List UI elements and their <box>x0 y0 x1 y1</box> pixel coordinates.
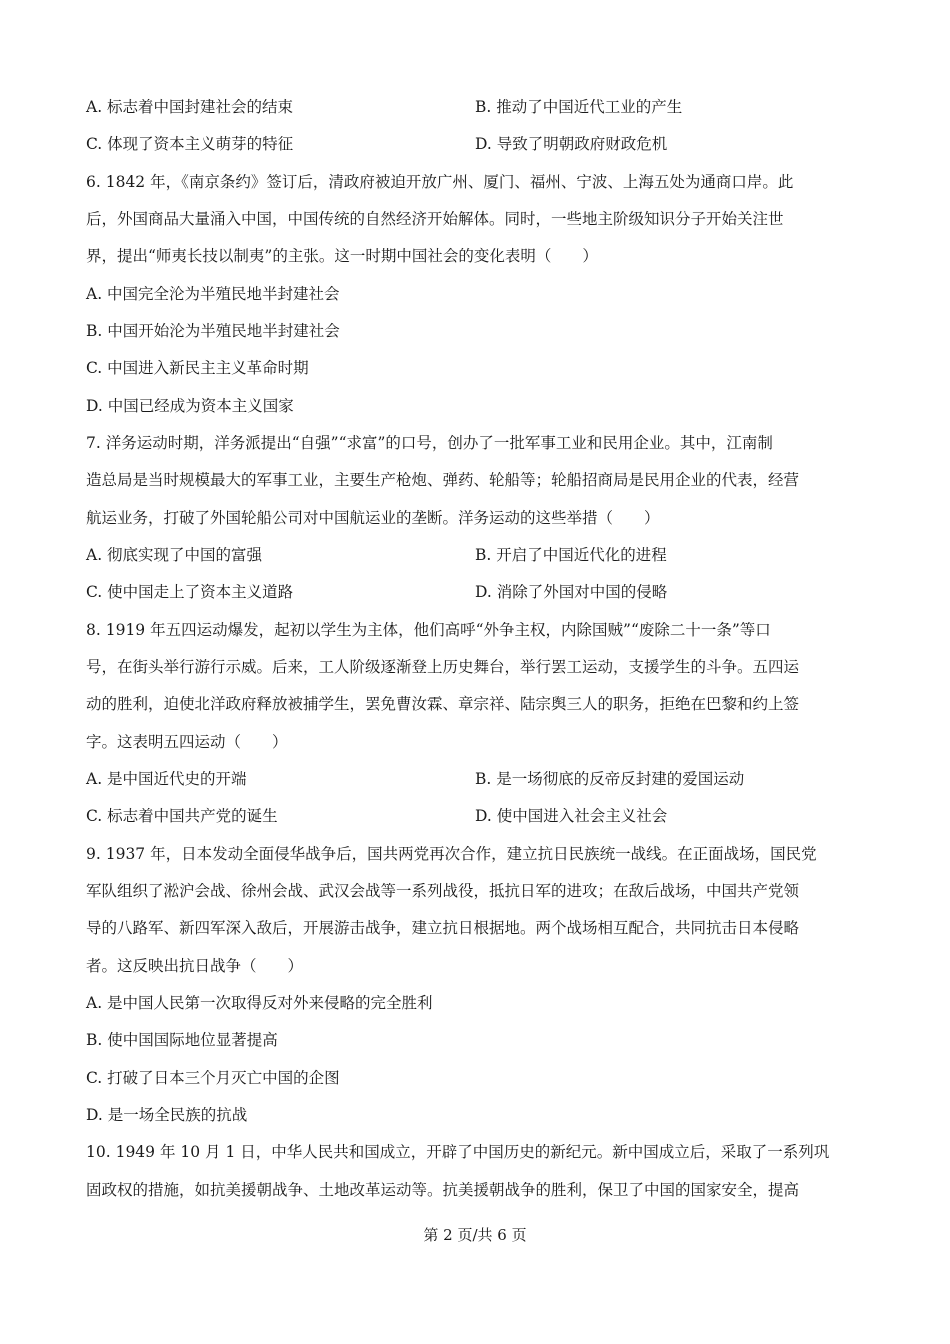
q9-stem-line-2: 军队组织了淞沪会战、徐州会战、武汉会战等一系列战役，抵抗日军的进攻；在敌后战场，中国共产党领 <box>86 882 800 900</box>
q7-option-c: C. 使中国走上了资本主义道路 <box>86 583 294 601</box>
q9-option-a: A. 是中国人民第一次取得反对外来侵略的完全胜利 <box>86 994 433 1012</box>
q7-option-d: D. 消除了外国对中国的侵略 <box>475 583 668 601</box>
q5-option-c: C. 体现了资本主义萌芽的特征 <box>86 135 294 153</box>
q7-stem-line-2: 造总局是当时规模最大的军事工业，主要生产枪炮、弹药、轮船等；轮船招商局是民用企业的代表，经营 <box>86 471 800 489</box>
q9-stem-line-4: 者。这反映出抗日战争（ ） <box>86 957 304 975</box>
q9-stem-line-1: 9. 1937 年，日本发动全面侵华战争后，国共两党再次合作，建立抗日民族统一战线。在正面战场，国民党 <box>86 845 817 863</box>
q9-option-d: D. 是一场全民族的抗战 <box>86 1106 248 1124</box>
q8-option-b: B. 是一场彻底的反帝反封建的爱国运动 <box>475 770 745 788</box>
q9-option-b: B. 使中国国际地位显著提高 <box>86 1031 278 1049</box>
q8-stem-line-2: 号，在街头举行游行示威。后来，工人阶级逐渐登上历史舞台，举行罢工运动，支援学生的斗争。五四运 <box>86 658 800 676</box>
q6-option-c: C. 中国进入新民主主义革命时期 <box>86 359 309 377</box>
q6-option-d: D. 中国已经成为资本主义国家 <box>86 397 294 415</box>
q7-stem-line-1: 7. 洋务运动时期，洋务派提出“自强”“求富”的口号，创办了一批军事工业和民用企业。其中，江南制 <box>86 434 773 452</box>
q7-stem-line-3: 航运业务，打破了外国轮船公司对中国航运业的垄断。洋务运动的这些举措（ ） <box>86 509 660 527</box>
q8-option-d: D. 使中国进入社会主义社会 <box>475 807 668 825</box>
q8-option-a: A. 是中国近代史的开端 <box>86 770 247 788</box>
q8-stem-line-4: 字。这表明五四运动（ ） <box>86 733 288 751</box>
q9-option-c: C. 打破了日本三个月灭亡中国的企图 <box>86 1069 340 1087</box>
q10-stem-line-2: 固政权的措施，如抗美援朝战争、土地改革运动等。抗美援朝战争的胜利，保卫了中国的国家安全，提高 <box>86 1181 800 1199</box>
q10-stem-line-1: 10. 1949 年 10 月 1 日，中华人民共和国成立，开辟了中国历史的新纪元。新中国成立后，采取了一系列巩 <box>86 1143 830 1161</box>
q8-stem-line-3: 动的胜利，迫使北洋政府释放被捕学生，罢免曹汝霖、章宗祥、陆宗舆三人的职务，拒绝在巴黎和约上签 <box>86 695 800 713</box>
q6-stem-line-2: 后，外国商品大量涌入中国，中国传统的自然经济开始解体。同时，一些地主阶级知识分子开始关注世 <box>86 210 784 228</box>
q6-option-b: B. 中国开始沦为半殖民地半封建社会 <box>86 322 340 340</box>
q5-option-a: A. 标志着中国封建社会的结束 <box>86 98 294 116</box>
page-number-footer: 第 2 页/共 6 页 <box>423 1226 527 1244</box>
q8-option-c: C. 标志着中国共产党的诞生 <box>86 807 278 825</box>
q7-option-a: A. 彻底实现了中国的富强 <box>86 546 263 564</box>
q6-stem-line-1: 6. 1842 年，《南京条约》签订后，清政府被迫开放广州、厦门、福州、宁波、上海五处为通商口岸。此 <box>86 173 794 191</box>
q5-option-b: B. 推动了中国近代工业的产生 <box>475 98 683 116</box>
q8-stem-line-1: 8. 1919 年五四运动爆发，起初以学生为主体，他们高呼“外争主权，内除国贼”“废除二十一条”等口 <box>86 621 771 639</box>
q5-option-d: D. 导致了明朝政府财政危机 <box>475 135 668 153</box>
q9-stem-line-3: 导的八路军、新四军深入敌后，开展游击战争，建立抗日根据地。两个战场相互配合，共同抗击日本侵略 <box>86 919 800 937</box>
q6-option-a: A. 中国完全沦为半殖民地半封建社会 <box>86 285 340 303</box>
q6-stem-line-3: 界，提出“师夷长技以制夷”的主张。这一时期中国社会的变化表明（ ） <box>86 247 598 265</box>
q7-option-b: B. 开启了中国近代化的进程 <box>475 546 667 564</box>
